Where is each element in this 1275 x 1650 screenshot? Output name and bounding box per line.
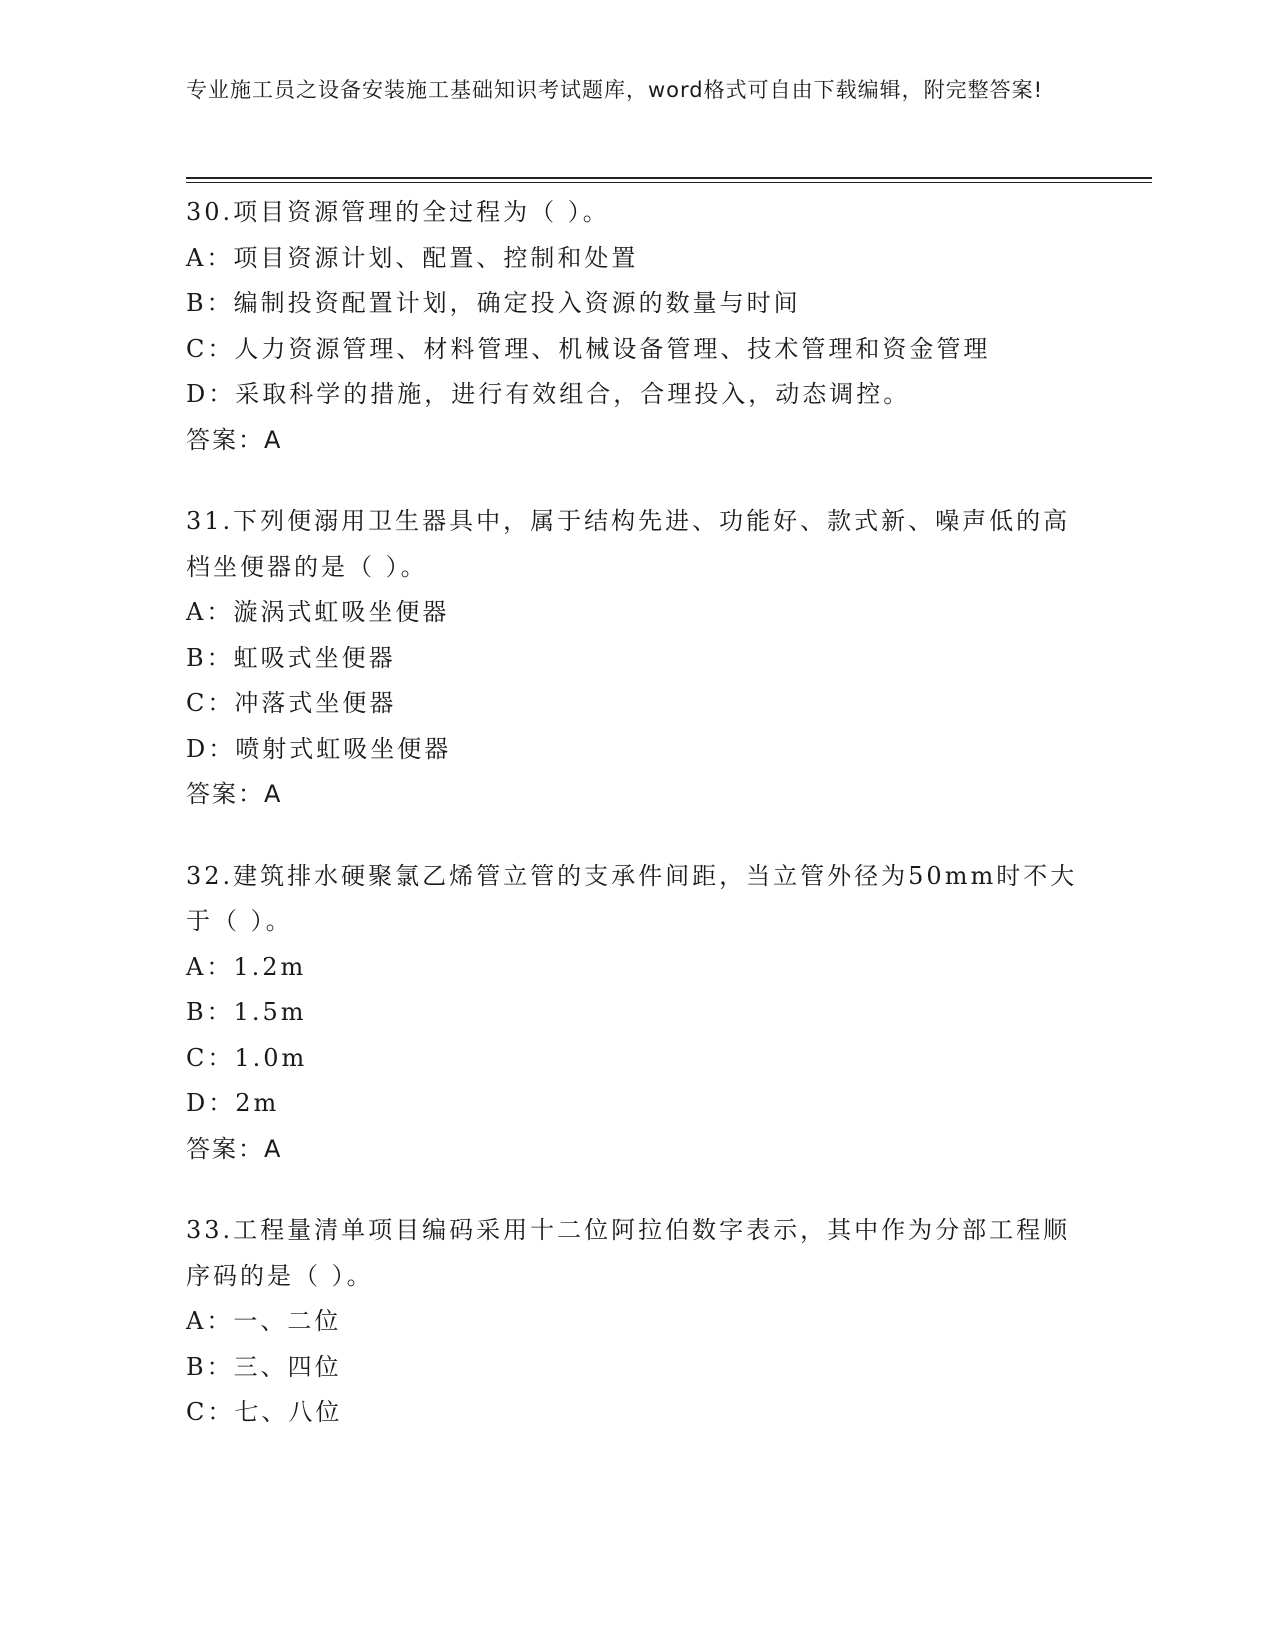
option-d: D：喷射式虹吸坐便器 [186,734,452,763]
question-32 [186,854,1086,1173]
question-31 [186,499,1086,818]
option-a: A：一、二位 [186,1307,342,1335]
option-c: C：1.0m [186,1043,308,1072]
option-b: B：编制投资配置计划，确定投入资源的数量与时间 [186,289,801,317]
option-a: A：1.2m [186,952,307,981]
option-d: D：2m [186,1089,280,1117]
question-30 [186,190,1086,463]
option-c: C：七、八位 [186,1398,343,1426]
option-b: B：三、四位 [186,1352,342,1381]
option-b: B：虹吸式坐便器 [186,643,396,672]
option-c: C：冲落式坐便器 [186,689,397,717]
question-stem: 32.建筑排水硬聚氯乙烯管立管的支承件间距，当立管外径为50mm时不大于（ ）。 [186,861,1078,935]
document-header: 专业施工员之设备安装施工基础知识考试题库，word格式可自由下载编辑，附完整答案! [186,78,1044,102]
option-d: D：采取科学的措施，进行有效组合，合理投入，动态调控。 [186,380,911,408]
question-33 [186,1208,1086,1436]
answer: 答案：A [186,425,283,454]
option-a: A：项目资源计划、配置、控制和处置 [186,243,639,272]
header-rule-thin [186,182,1152,183]
question-stem: 30.项目资源管理的全过程为（ ）。 [186,198,610,226]
answer: 答案：A [186,780,283,808]
header-rule-thick [186,177,1152,179]
answer: 答案：A [186,1134,283,1163]
question-list [186,190,1086,1472]
question-stem: 33.工程量清单项目编码采用十二位阿拉伯数字表示，其中作为分部工程顺序码的是（ ）。 [186,1216,1071,1290]
question-stem: 31.下列便溺用卫生器具中，属于结构先进、功能好、款式新、噪声低的高档坐便器的是（ ）。 [186,507,1071,581]
option-a: A：漩涡式虹吸坐便器 [186,598,450,626]
option-b: B：1.5m [186,998,307,1026]
option-c: C：人力资源管理、材料管理、机械设备管理、技术管理和资金管理 [186,334,991,363]
